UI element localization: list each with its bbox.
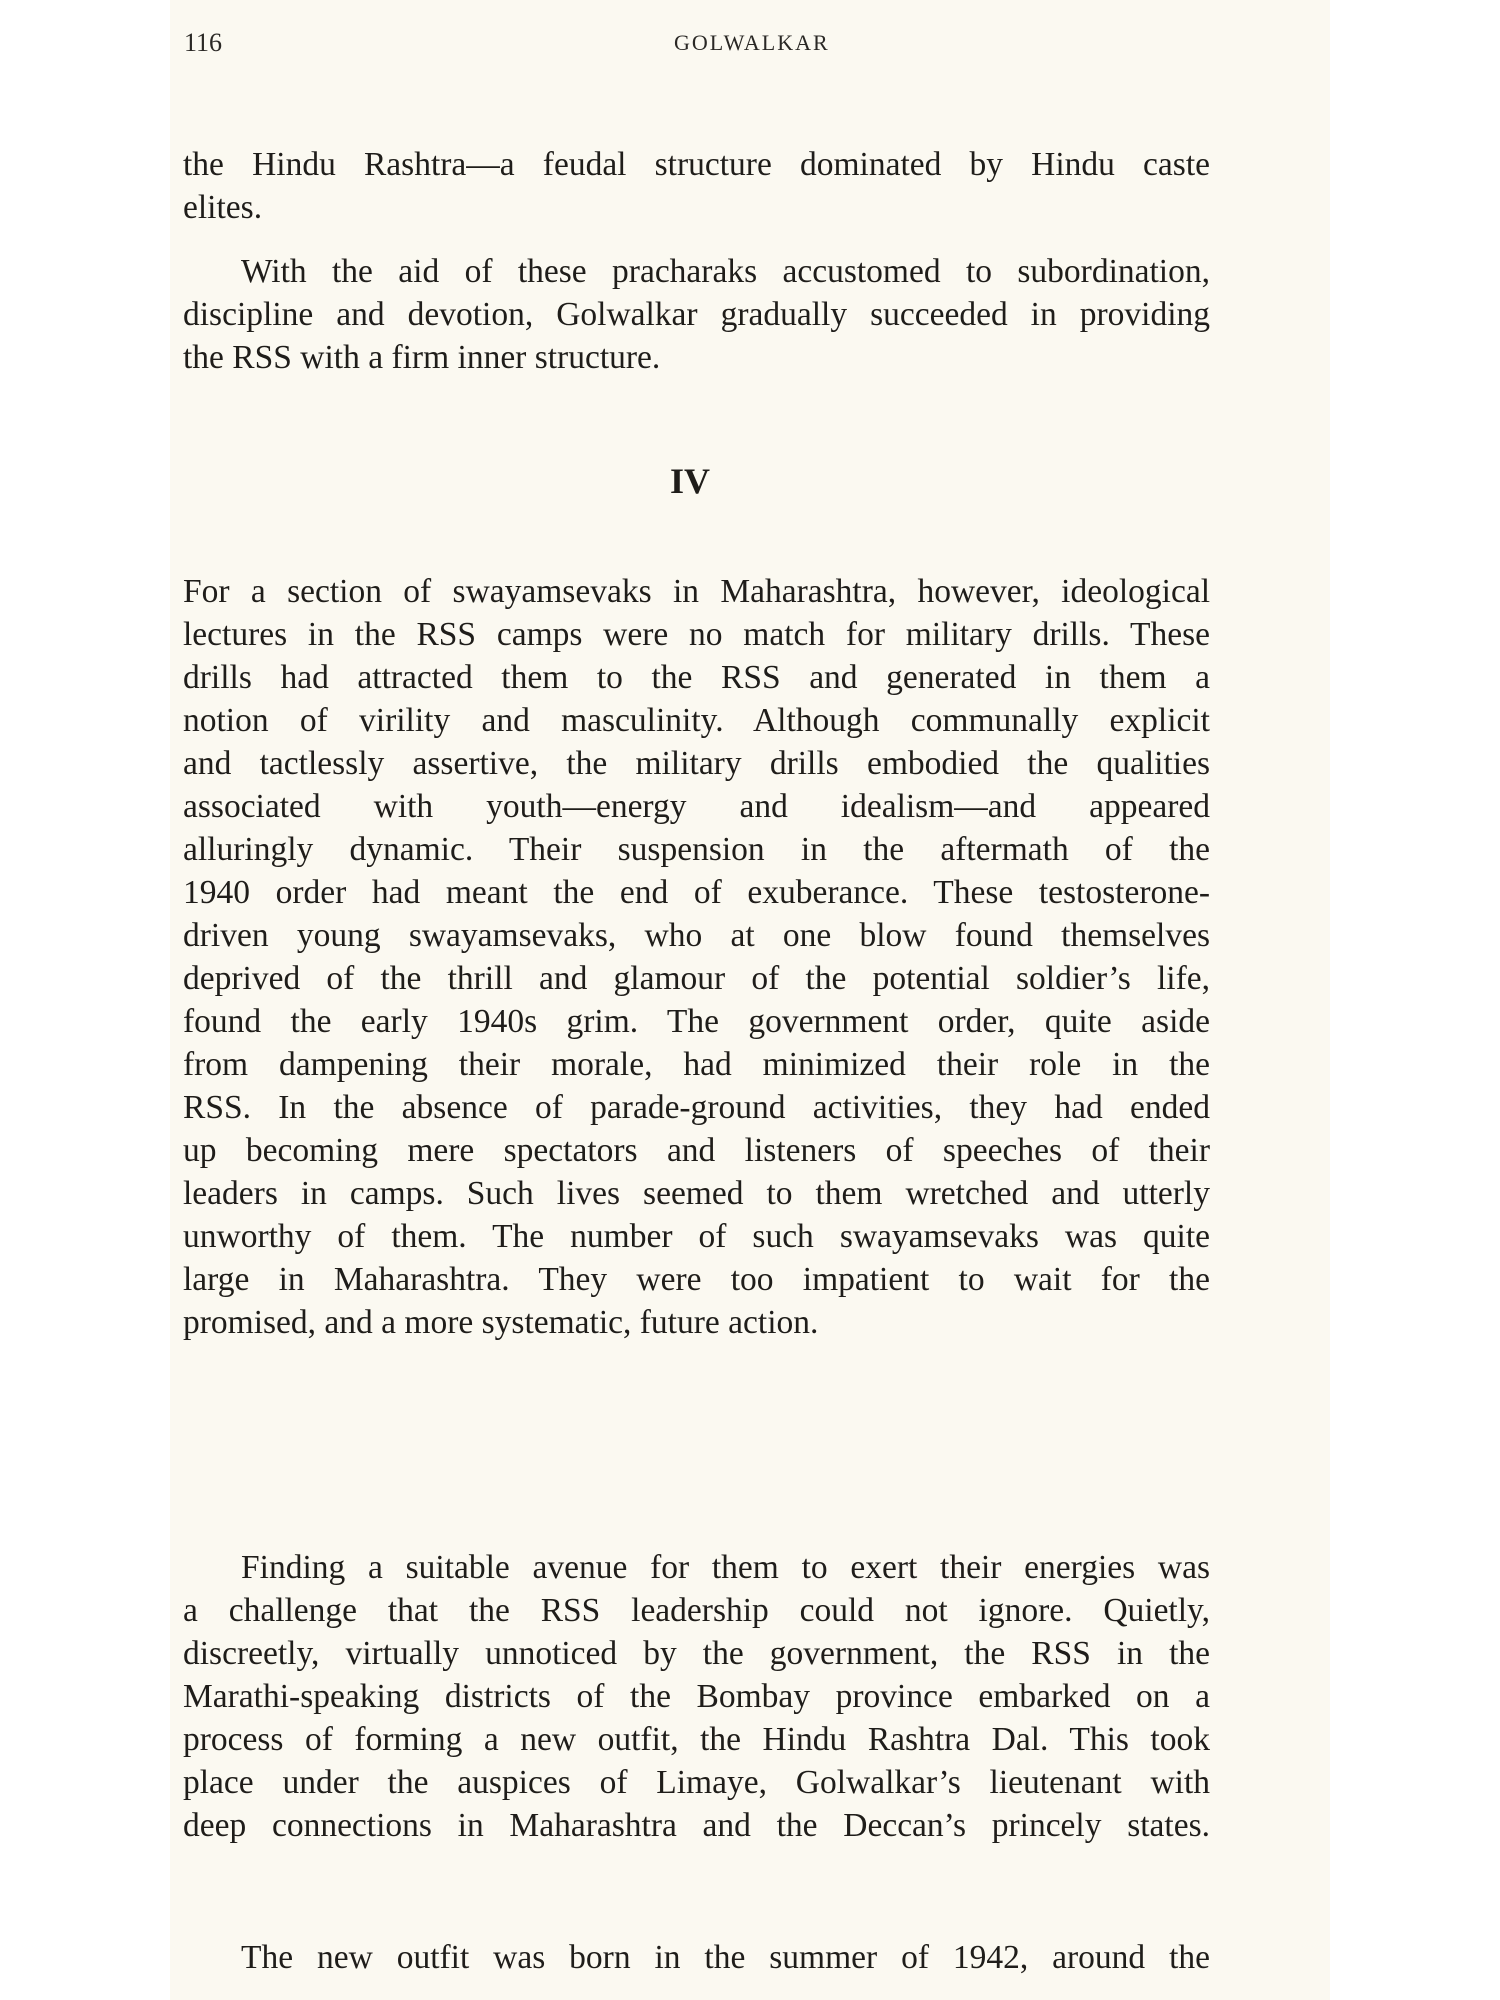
text-line: up becoming mere spectators and listeners of speeches of their <box>183 1132 1210 1169</box>
text-line: driven young swayamsevaks, who at one blow found themselves <box>183 917 1210 954</box>
text-line: With the aid of these pracharaks accustomed to subordination, <box>241 253 1210 290</box>
text-line: process of forming a new outfit, the Hindu Rashtra Dal. This took <box>183 1721 1210 1758</box>
page-number: 116 <box>184 28 223 57</box>
text-line: deep connections in Maharashtra and the Deccan’s princely states. <box>183 1807 1210 1844</box>
text-line: The new outfit was born in the summer of 1942, around the <box>241 1939 1210 1976</box>
text-line: alluringly dynamic. Their suspension in the aftermath of the <box>183 831 1210 868</box>
section-heading: IV <box>669 461 710 501</box>
text-line: and tactlessly assertive, the military drills embodied the qualities <box>183 745 1210 782</box>
text-line: unworthy of them. The number of such swayamsevaks was quite <box>183 1218 1210 1255</box>
text-line: discreetly, virtually unnoticed by the government, the RSS in the <box>183 1635 1210 1672</box>
paragraph-1 <box>183 143 1210 229</box>
paragraph-5 <box>183 1936 1210 1979</box>
text-line: RSS. In the absence of parade-ground activities, they had ended <box>183 1089 1210 1126</box>
text-line: Finding a suitable avenue for them to exert their energies was <box>241 1549 1210 1586</box>
text-line: 1940 order had meant the end of exuberance. These testosterone- <box>183 874 1210 911</box>
text-line: notion of virility and masculinity. Although communally explicit <box>183 702 1210 739</box>
text-line: Marathi-speaking districts of the Bombay province embarked on a <box>183 1678 1210 1715</box>
text-line: from dampening their morale, had minimized their role in the <box>183 1046 1210 1083</box>
text-line: large in Maharashtra. They were too impatient to wait for the <box>183 1261 1210 1298</box>
text-line: For a section of swayamsevaks in Maharashtra, however, ideological <box>183 573 1210 610</box>
text-line: leaders in camps. Such lives seemed to them wretched and utterly <box>183 1175 1210 1212</box>
text-line: found the early 1940s grim. The government order, quite aside <box>183 1003 1210 1040</box>
text-line: the RSS with a firm inner structure. <box>183 339 661 376</box>
paragraph-4 <box>183 1546 1210 1847</box>
text-line: deprived of the thrill and glamour of the potential soldier’s life, <box>183 960 1210 997</box>
text-line: a challenge that the RSS leadership could not ignore. Quietly, <box>183 1592 1210 1629</box>
text-line: elites. <box>183 189 263 226</box>
paragraph-3 <box>183 570 1210 1344</box>
running-head <box>184 28 1330 68</box>
text-line: promised, and a more systematic, future action. <box>183 1304 819 1341</box>
text-line: discipline and devotion, Golwalkar gradually succeeded in providing <box>183 296 1210 333</box>
text-line: the Hindu Rashtra—a feudal structure dominated by Hindu caste <box>183 146 1210 183</box>
text-line: associated with youth—energy and idealism—and appeared <box>183 788 1210 825</box>
text-line: drills had attracted them to the RSS and generated in them a <box>183 659 1210 696</box>
text-line: lectures in the RSS camps were no match for military drills. These <box>183 616 1210 653</box>
text-line: place under the auspices of Limaye, Golwalkar’s lieutenant with <box>183 1764 1210 1801</box>
paragraph-2 <box>183 250 1210 379</box>
running-title: GOLWALKAR <box>674 30 830 55</box>
book-page <box>170 0 1330 2000</box>
